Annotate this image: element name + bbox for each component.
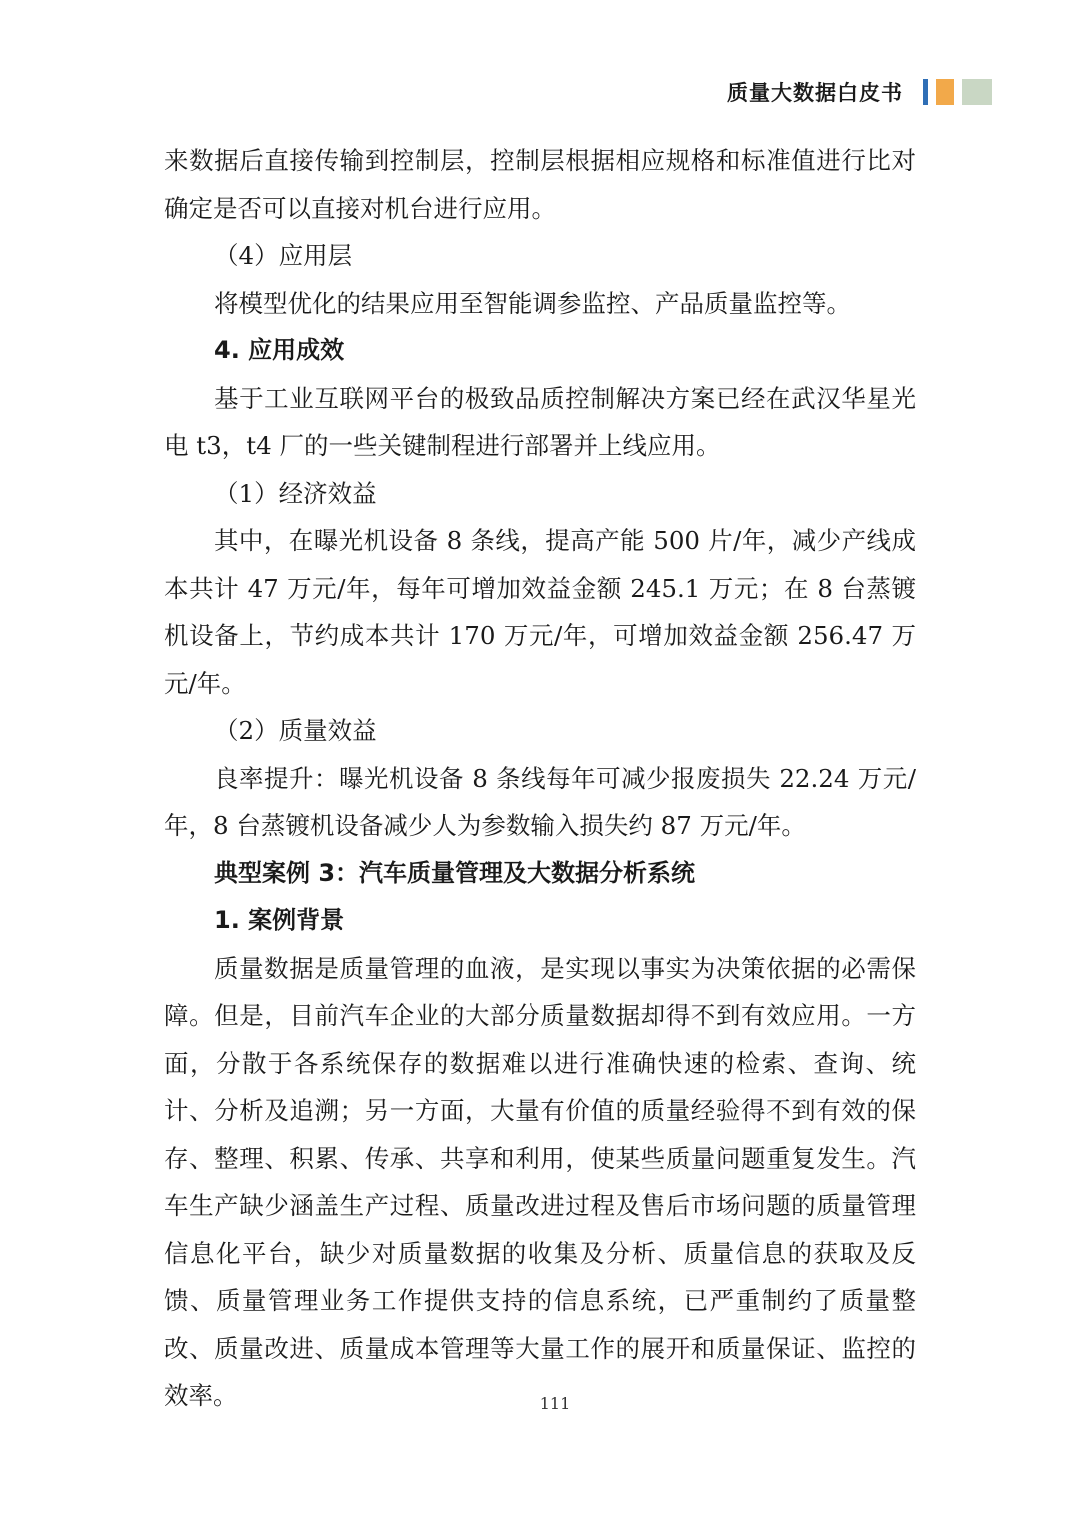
section-heading-background: 1. 案例背景 — [214, 906, 345, 934]
header-accent-orange — [936, 79, 954, 105]
section-heading-results: 4. 应用成效 — [214, 336, 345, 364]
page-body — [164, 137, 916, 1420]
paragraph-application-layer: 将模型优化的结果应用至智能调参监控、产品质量监控等。 — [214, 288, 851, 318]
paragraph-quality-benefit: 良率提升：曝光机设备 8 条线每年可减少报废损失 22.24 万元/年，8 台蒸镀机设备减少人为参数输入损失约 87 万元/年。 — [164, 763, 916, 840]
page-header — [727, 74, 992, 110]
header-accent-blue — [923, 79, 928, 105]
paragraph-continued: 来数据后直接传输到控制层，控制层根据相应规格和标准值进行比对确定是否可以直接对机台进行应用。 — [164, 146, 916, 223]
case-heading: 典型案例 3：汽车质量管理及大数据分析系统 — [214, 858, 696, 887]
subheading-economic-benefit: （1）经济效益 — [214, 478, 377, 508]
subheading-application-layer: （4）应用层 — [214, 241, 353, 270]
page-number: 111 — [539, 1394, 571, 1413]
subheading-quality-benefit: （2）质量效益 — [214, 716, 377, 745]
paragraph-economic-benefit: 其中，在曝光机设备 8 条线，提高产能 500 片/年，减少产线成本共计 47 万元/年，每年可增加效益金额 245.1 万元；在 8 台蒸镀机设备上，节约成本共计 170 万元/年，可增加效益金额 256.47 万元/年。 — [164, 526, 916, 698]
header-title: 质量大数据白皮书 — [727, 81, 903, 105]
paragraph-background: 质量数据是质量管理的血液，是实现以事实为决策依据的必需保障。但是，目前汽车企业的大部分质量数据却得不到有效应用。一方面，分散于各系统保存的数据难以进行准确快速的检索、查询、统计、分析及追溯；另一方面，大量有价值的质量经验得不到有效的保存、整理、积累、传承、共享和利用，使某些质量问题重复发生。汽车生产缺少涵盖生产过程、质量改进过程及售后市场问题的质量管理信息化平台，缺少对质量数据的收集及分析、质量信息的获取及反馈、质量管理业务工作提供支持的信息系统，已严重制约了质量整改、质量改进、质量成本管理等大量工作的展开和质量保证、监控的效率。 — [164, 953, 916, 1410]
header-accent-green — [962, 79, 992, 105]
paragraph-results: 基于工业互联网平台的极致品质控制解决方案已经在武汉华星光电 t3，t4 厂的一些关键制程进行部署并上线应用。 — [164, 383, 916, 460]
